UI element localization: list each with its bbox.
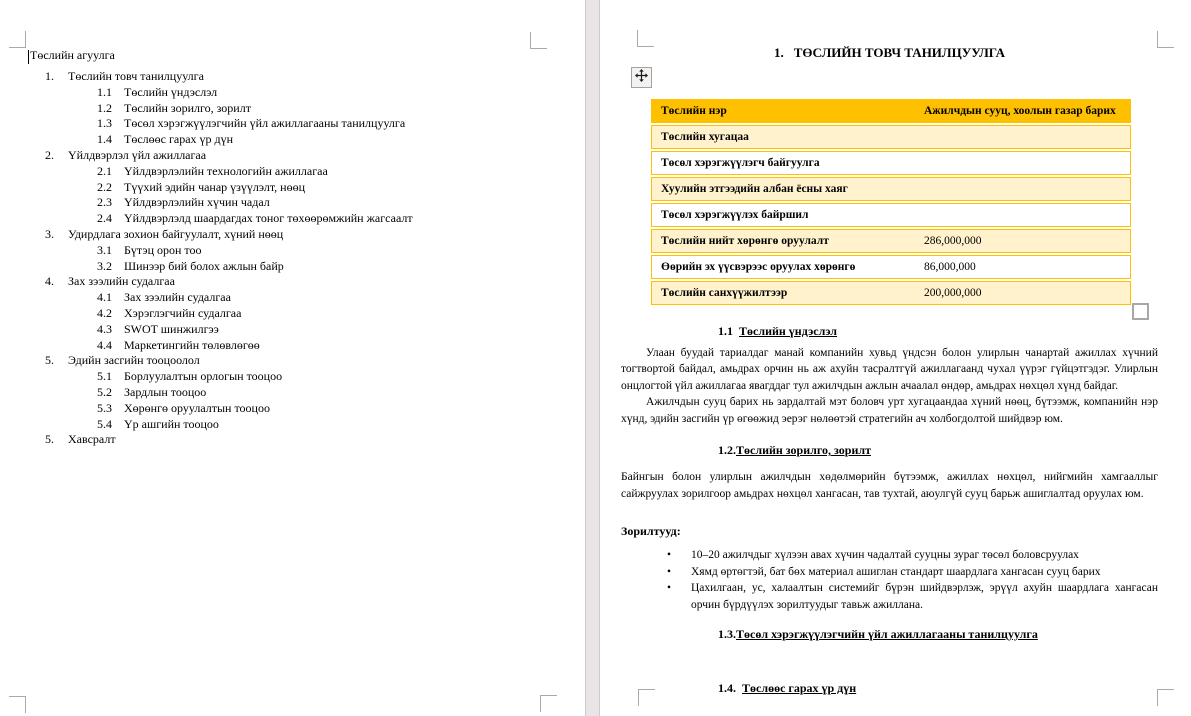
section-number: 1.2.	[718, 443, 736, 457]
toc-item	[0, 432, 585, 448]
toc-item	[0, 211, 585, 227]
toc-item-number: 4.1	[97, 290, 112, 305]
toc-item	[0, 353, 585, 369]
toc-item-label: Эдийн засгийн тооцоолол	[68, 353, 200, 368]
section-title: Төслийн зорилго, зорилт	[736, 443, 871, 457]
toc-item-label: Хавсралт	[68, 432, 116, 447]
table-cell-label: Төслийн нийт хөрөнгө оруулалт	[651, 229, 915, 253]
toc-item	[0, 85, 585, 101]
toc-item	[0, 322, 585, 338]
toc-item	[0, 306, 585, 322]
toc-item-number: 5.4	[97, 416, 112, 431]
text-boundary-mark	[540, 695, 557, 712]
heading-title: ТӨСЛИЙН ТОВЧ ТАНИЛЦУУЛГА	[793, 45, 1006, 60]
toc-item-label: Зардлын тооцоо	[124, 384, 207, 399]
toc-page	[0, 0, 586, 716]
toc-item-number: 5.2	[97, 384, 112, 399]
table-cell-value: 86,000,000	[915, 255, 1131, 279]
toc-item-number: 2.	[45, 147, 54, 162]
toc-item-number: 3.	[45, 226, 54, 241]
toc-item-number: 4.4	[97, 337, 112, 352]
table-cell-label: Төсөл хэрэгжүүлэх байршил	[651, 203, 915, 227]
section-number: 1.4.	[718, 681, 736, 695]
toc-item-number: 1.	[45, 69, 54, 83]
toc-item-label: Үр ашгийн тооцоо	[124, 416, 219, 431]
toc-item-number: 5.1	[97, 369, 112, 384]
toc-item	[0, 417, 585, 433]
toc-item	[0, 180, 585, 196]
text-boundary-mark	[1157, 689, 1174, 706]
toc-item	[0, 164, 585, 180]
table-cell-value	[915, 177, 1131, 201]
table-cell-value: 200,000,000	[915, 281, 1131, 305]
toc-item-number: 2.3	[97, 195, 112, 210]
table-cell-label: Төслийн хугацаа	[651, 125, 915, 149]
goals-bullet-list	[621, 547, 1158, 613]
section-number: 1.1	[718, 324, 733, 338]
toc-item-label: Үйлдвэрлэл үйл ажиллагаа	[68, 147, 207, 162]
text-cursor	[28, 50, 29, 64]
toc-item-number: 4.	[45, 274, 54, 289]
toc-title: Төслийн агуулга	[30, 48, 115, 62]
bullet-item: • 10–20 ажилчдыг хүлээн авах хүчин чадалтай сууцны зураг төсөл боловсруулах	[621, 547, 1158, 564]
toc-item-label: Бүтэц орон тоо	[124, 242, 202, 257]
table-cell-label: Хуулийн этгээдийн албан ёсны хаяг	[651, 177, 915, 201]
toc-item-label: Төслөөс гарах үр дүн	[124, 132, 234, 147]
toc-item-number: 4.3	[97, 321, 112, 336]
table-cell-value	[915, 203, 1131, 227]
toc-item-label: SWOT шинжилгээ	[124, 321, 219, 336]
toc-item-label: Зах зээлийн судалгаа	[68, 274, 175, 289]
table-row	[651, 151, 1131, 175]
toc-item-number: 2.1	[97, 163, 112, 178]
table-row	[651, 125, 1131, 149]
table-move-handle[interactable]	[631, 67, 652, 88]
toc-item	[0, 369, 585, 385]
toc-item-label: Хөрөнгө оруулалтын тооцоо	[124, 400, 270, 415]
table-cell-label: Өөрийн эх үүсвэрээс оруулах хөрөнгө	[651, 255, 915, 279]
section-heading-1-1	[718, 323, 1158, 340]
toc-item-number: 1.3	[97, 116, 112, 131]
body-paragraph: Улаан буудай тариалдаг манай компанийн хувьд үндсэн болон улирлын чанартай ажиллах хүчний тогтвортой байдал, амьдрах орчин нь аж ахуйн тасралтгүй ажиллагаанд чухал үүрэг гүйцэтгэдэг. Улирлын онцлогтой үйл ажиллагаа явагддаг тул ажилчдын ажлын ачаалал өндөр, амьдрах нөхцөл хүнд байдаг.	[621, 346, 1158, 392]
table-cell-value: Ажилчдын сууц, хоолын газар барих	[915, 99, 1131, 123]
section-number: 1.3.	[718, 627, 736, 641]
section-title: Төслөөс гарах үр дүн	[742, 681, 857, 695]
table-row	[651, 229, 1131, 253]
toc-item-label: Борлуулалтын орлогын тооцоо	[124, 369, 283, 384]
section-title: Төслийн үндэслэл	[739, 324, 838, 338]
section-heading-1-4	[621, 680, 1158, 697]
table-cell-label: Төслийн нэр	[651, 99, 915, 123]
text-boundary-mark	[530, 32, 547, 49]
toc-item	[0, 116, 585, 132]
table-row	[651, 203, 1131, 227]
toc-item	[0, 338, 585, 354]
table-row	[651, 255, 1131, 279]
toc-item-number: 5.3	[97, 400, 112, 415]
toc-item-label: Үйлдвэрлэлд шаардагдах тоног төхөөрөмжийн жагсаалт	[124, 211, 413, 226]
section-heading-1-3	[621, 626, 1158, 643]
body-paragraph: Байнгын болон улирлын ажилчдын хөдөлмөрийн бүтээмж, ажиллах нөхцөл, нийгмийн хамгааллыг сайжруулах зорилгоор амьдрах нөхцөл хангасан, тав тухтай, аюулгүй сууц барьж ашиглалтад оруулах юм.	[621, 471, 1158, 500]
table-row	[651, 281, 1131, 305]
toc-item-number: 3.2	[97, 258, 112, 273]
toc-item-number: 5.	[45, 353, 54, 368]
body-paragraph: Ажилчдын сууц барих нь зардалтай мэт боловч урт хугацаандаа хүний нөөц, бүтээмж, компанийн нэр хүнд, эдийн засгийн үр өгөөжид эерэг нөлөөтэй стратегийн ач холбогдолтой шийдвэр юм.	[621, 396, 1158, 425]
toc-item	[0, 274, 585, 290]
heading-number: 1.	[773, 45, 784, 60]
toc-item	[0, 243, 585, 259]
bullet-item: • Цахилгаан, ус, халаалтын системийг бүрэн шийдвэрлэж, эрүүл ахуйн шаардлага хангасан орчин бүрдүүлэх зорилтуудыг тавьж ажиллана.	[621, 580, 1158, 613]
toc-item-label: Удирдлага зохион байгуулалт, хүний нөөц	[68, 226, 284, 241]
toc-item-label: Түүхий эдийн чанар үзүүлэлт, нөөц	[124, 179, 306, 194]
toc-item-label: Зах зээлийн судалгаа	[124, 290, 231, 305]
toc-item-number: 1.1	[97, 84, 112, 99]
text-boundary-mark	[9, 696, 26, 713]
table-cell-value: 286,000,000	[915, 229, 1131, 253]
toc-item-label: Төслийн үндэслэл	[124, 84, 218, 99]
table-row	[651, 177, 1131, 201]
toc-item	[0, 69, 585, 85]
toc-list	[0, 69, 585, 448]
toc-item	[0, 132, 585, 148]
toc-item-label: Үйлдвэрлэлийн хүчин чадал	[124, 195, 270, 210]
text-boundary-mark	[9, 31, 26, 48]
goals-label: Зорилтууд:	[621, 524, 681, 538]
toc-item-label: Шинээр бий болох ажлын байр	[124, 258, 284, 273]
project-summary-table	[651, 97, 1131, 307]
page-heading	[621, 45, 1158, 61]
toc-item-label: Хэрэглэгчийн судалгаа	[124, 305, 242, 320]
section-heading-1-2	[621, 442, 1158, 459]
toc-item	[0, 101, 585, 117]
toc-item-number: 3.1	[97, 242, 112, 257]
toc-item	[0, 401, 585, 417]
toc-item-number: 2.2	[97, 179, 112, 194]
text-boundary-mark	[1157, 31, 1174, 48]
toc-item-label: Маркетингийн төлөвлөгөө	[124, 337, 260, 352]
table-resize-handle[interactable]	[1132, 303, 1149, 320]
section-1-2-body	[621, 469, 1158, 502]
table-cell-label: Төслийн санхүүжилтээр	[651, 281, 915, 305]
move-cross-icon	[635, 69, 648, 87]
table-row	[651, 99, 1131, 123]
toc-item-label: Үйлдвэрлэлийн технологийн ажиллагаа	[124, 163, 328, 178]
table-cell-value	[915, 125, 1131, 149]
toc-item-number: 2.4	[97, 211, 112, 226]
bullet-item: • Хямд өртөгтэй, бат бөх материал ашиглан стандарт шаардлага хангасан сууц барих	[621, 564, 1158, 581]
toc-item	[0, 259, 585, 275]
toc-item	[0, 385, 585, 401]
section-1-1	[621, 323, 1158, 427]
section-title: Төсөл хэрэгжүүлэгчийн үйл ажиллагааны танилцуулга	[736, 627, 1038, 641]
toc-item	[0, 227, 585, 243]
toc-item-number: 1.2	[97, 100, 112, 115]
toc-item-number: 1.4	[97, 132, 112, 147]
toc-item-label: Төслийн товч танилцуулга	[68, 69, 204, 83]
content-page	[599, 0, 1191, 716]
table-cell-value	[915, 151, 1131, 175]
toc-item-number: 5.	[45, 432, 54, 447]
toc-item	[0, 148, 585, 164]
toc-item	[0, 290, 585, 306]
toc-item-label: Төслийн зорилго, зорилт	[124, 100, 251, 115]
toc-item-label: Төсөл хэрэгжүүлэгчийн үйл ажиллагааны танилцуулга	[124, 116, 406, 131]
table-cell-label: Төсөл хэрэгжүүлэгч байгуулга	[651, 151, 915, 175]
toc-item	[0, 195, 585, 211]
toc-item-number: 4.2	[97, 305, 112, 320]
